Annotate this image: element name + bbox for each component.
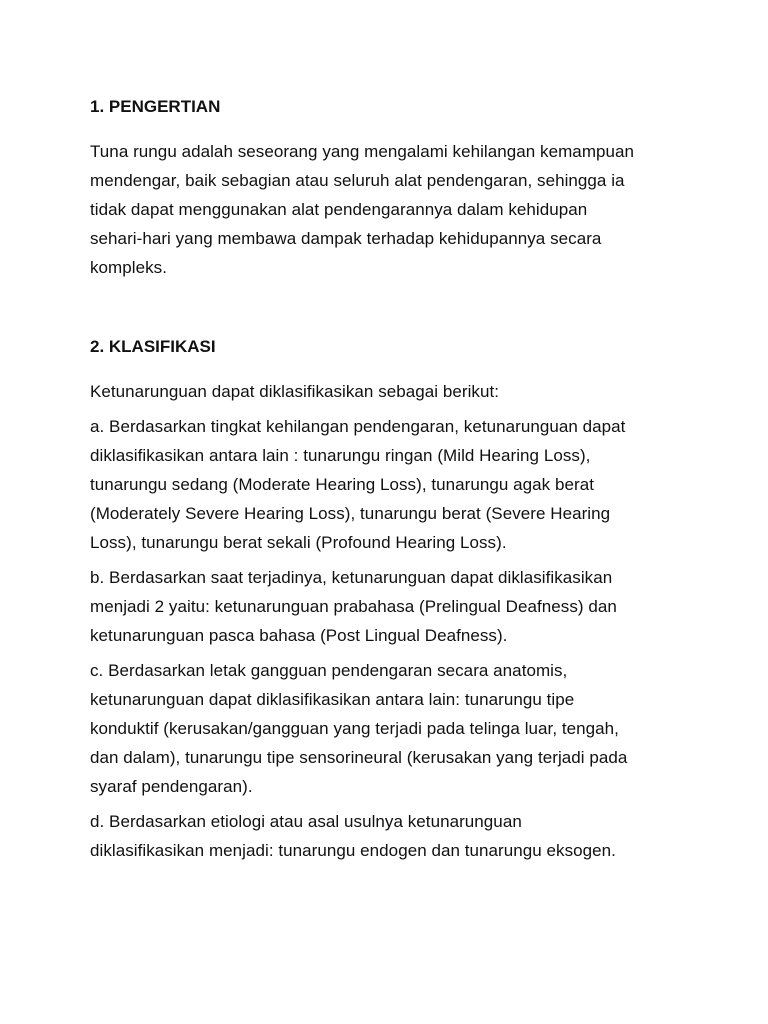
text-line: ketunarunguan dapat diklasifikasikan antara lain: tunarungu tipe — [90, 690, 575, 709]
text-line: mendengar, baik sebagian atau seluruh alat pendengaran, sehingga ia — [90, 171, 625, 190]
text-line: menjadi 2 yaitu: ketunarunguan prabahasa (Prelingual Deafness) dan — [90, 597, 617, 616]
text-line: tidak dapat menggunakan alat pendengarannya dalam kehidupan — [90, 200, 588, 219]
text-line: konduktif (kerusakan/gangguan yang terjadi pada telinga luar, tengah, — [90, 719, 619, 738]
text-line: (Moderately Severe Hearing Loss), tunarungu berat (Severe Hearing — [90, 504, 611, 523]
text-line: c. Berdasarkan letak gangguan pendengaran secara anatomis, — [90, 661, 568, 680]
text-line: syaraf pendengaran). — [90, 777, 253, 796]
paragraph-item-a — [90, 412, 708, 557]
section-heading-pengertian: 1. PENGERTIAN — [90, 97, 221, 116]
text-line: Tuna rungu adalah seseorang yang mengalami kehilangan kemampuan — [90, 142, 635, 161]
text-line: Loss), tunarungu berat sekali (Profound Hearing Loss). — [90, 533, 507, 552]
text-line: diklasifikasikan menjadi: tunarungu endogen dan tunarungu eksogen. — [90, 841, 616, 860]
text-line: sehari-hari yang membawa dampak terhadap kehidupannya secara — [90, 229, 602, 248]
text-line: kompleks. — [90, 258, 167, 277]
text-line: b. Berdasarkan saat terjadinya, ketunarunguan dapat diklasifikasikan — [90, 568, 613, 587]
paragraph-item-b — [90, 563, 708, 650]
text-line: ketunarunguan pasca bahasa (Post Lingual Deafness). — [90, 626, 508, 645]
text-line: dan dalam), tunarungu tipe sensorineural (kerusakan yang terjadi pada — [90, 748, 628, 767]
paragraph-item-d — [90, 807, 708, 865]
text-line: tunarungu sedang (Moderate Hearing Loss), tunarungu agak berat — [90, 475, 594, 494]
section-heading-klasifikasi: 2. KLASIFIKASI — [90, 337, 216, 356]
text-line: a. Berdasarkan tingkat kehilangan pendengaran, ketunarunguan dapat — [90, 417, 626, 436]
text-line: Ketunarunguan dapat diklasifikasikan sebagai berikut: — [90, 382, 500, 401]
text-line: diklasifikasikan antara lain : tunarungu ringan (Mild Hearing Loss), — [90, 446, 591, 465]
paragraph-pengertian — [90, 137, 708, 282]
section-spacer — [90, 288, 708, 334]
text-line: d. Berdasarkan etiologi atau asal usulnya ketunarunguan — [90, 812, 522, 831]
paragraph-klasifikasi-intro — [90, 377, 708, 406]
paragraph-item-c — [90, 656, 708, 801]
